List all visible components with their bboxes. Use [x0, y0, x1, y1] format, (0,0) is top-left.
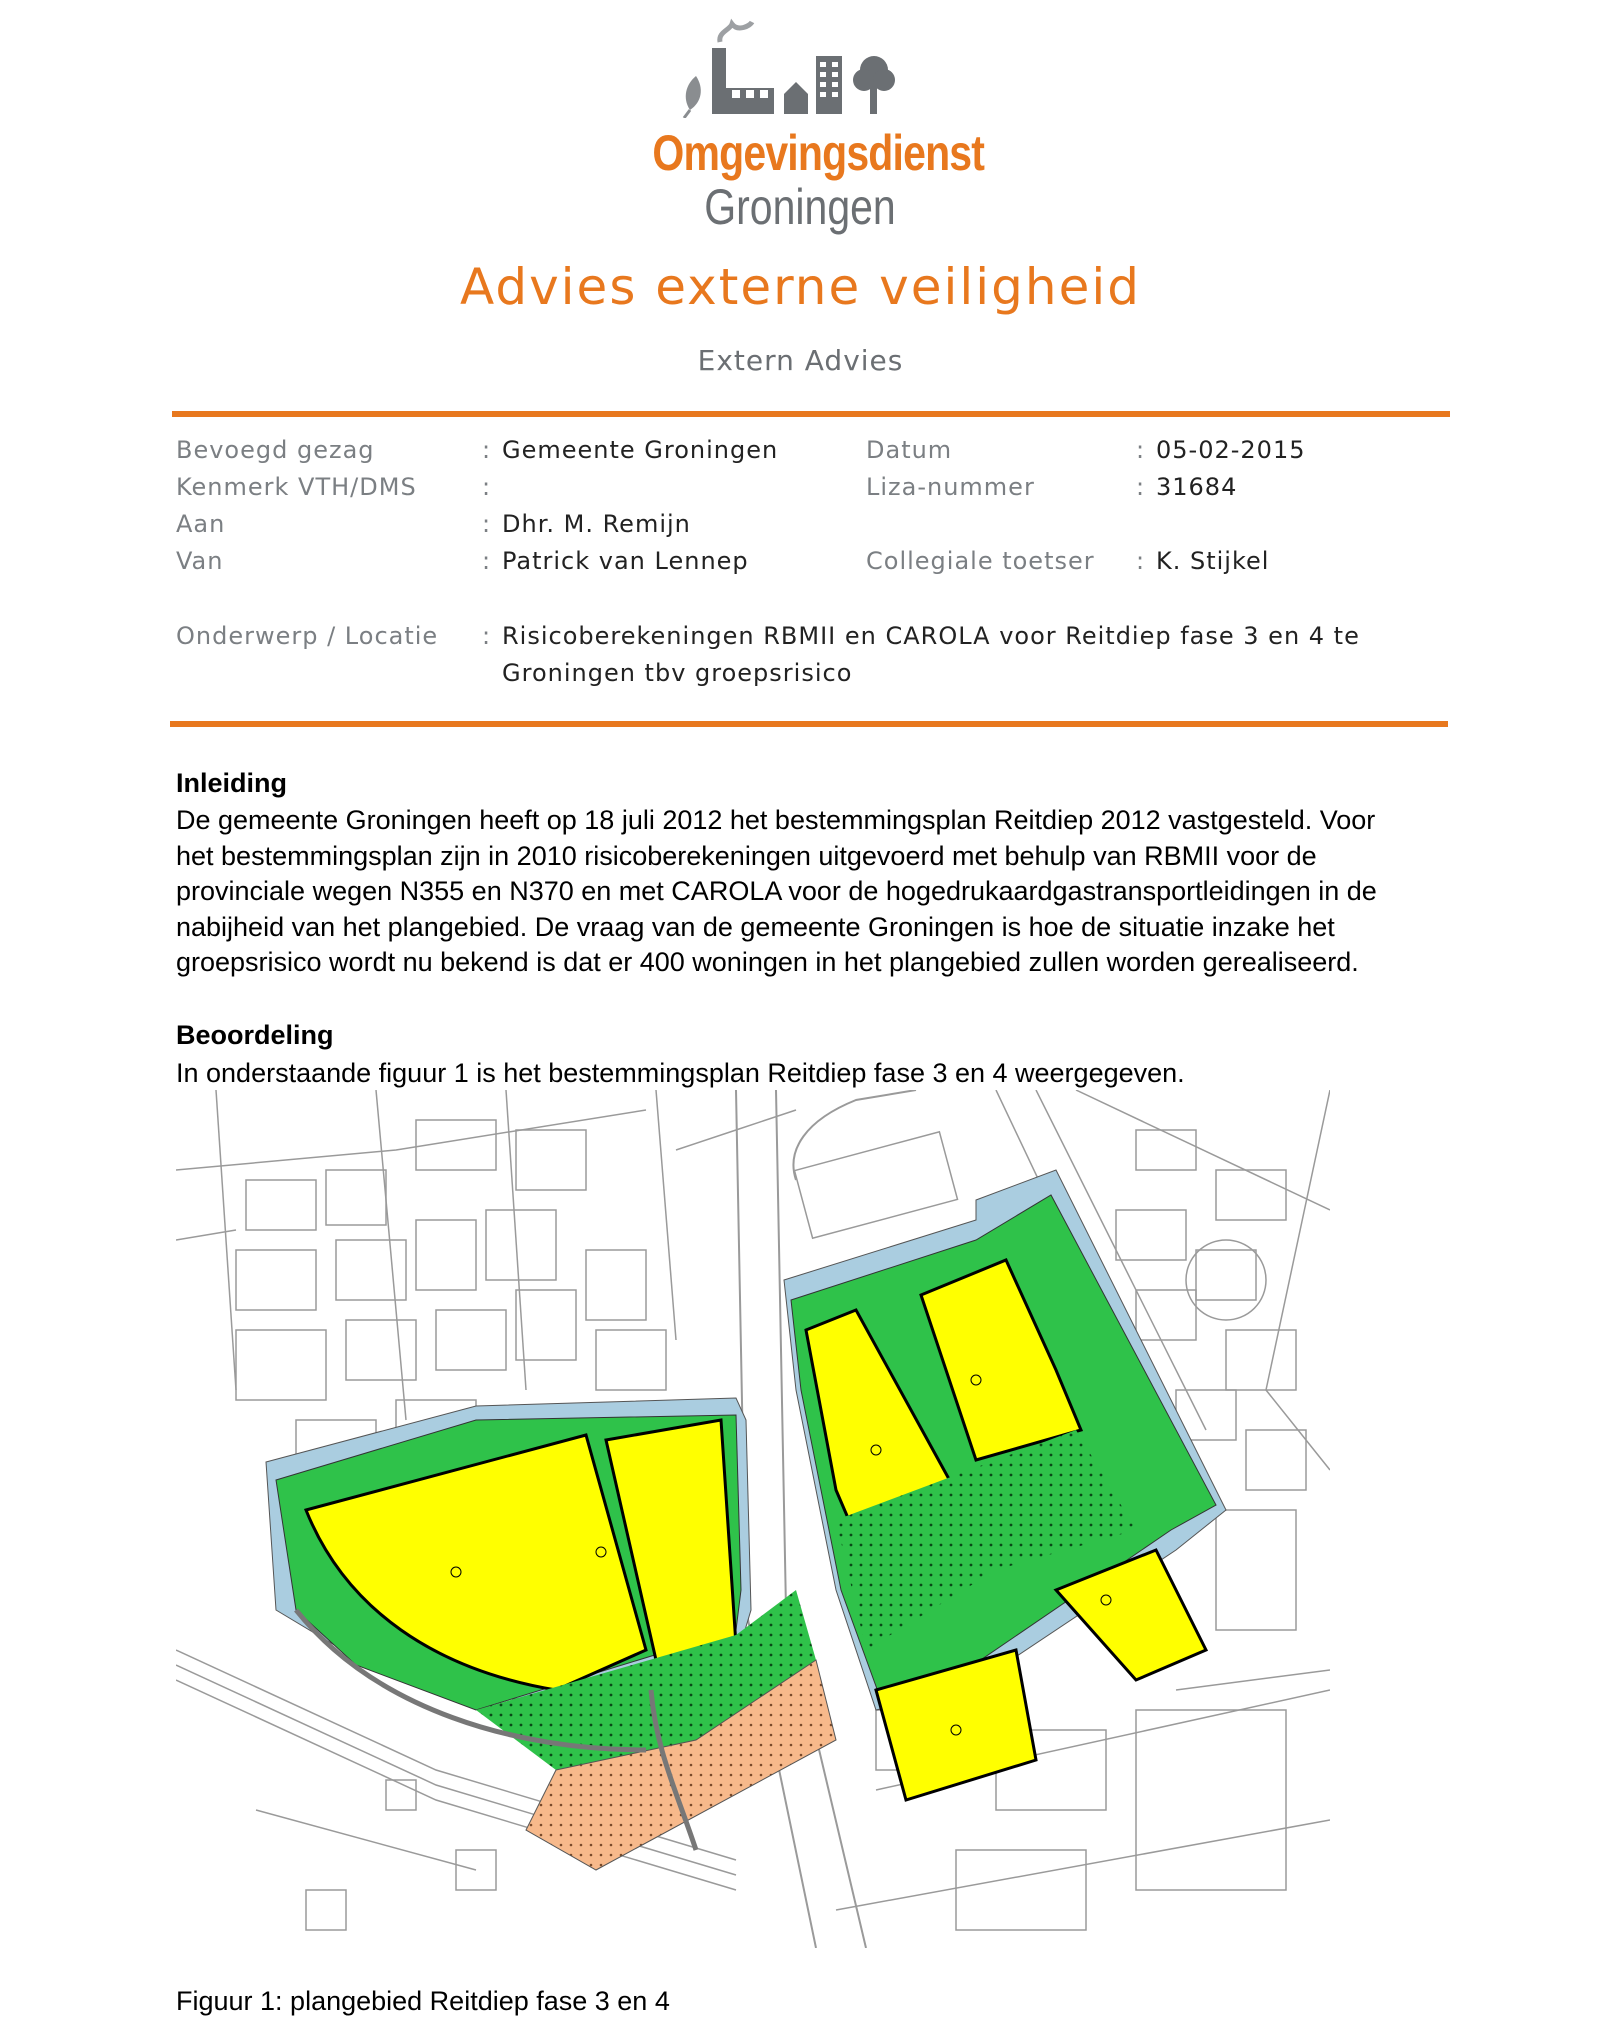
meta-colon: : [482, 473, 492, 501]
meta-label-datum: Datum [866, 436, 953, 464]
meta-value-van: Patrick van Lennep [502, 547, 749, 575]
meta-colon: : [1136, 436, 1146, 464]
beoordeling-paragraph: In onderstaande figuur 1 is het bestemmingsplan Reitdiep fase 3 en 4 weergegeven. [176, 1058, 1185, 1088]
logo-name-line2: Groningen [704, 179, 896, 235]
meta-colon: : [482, 622, 492, 650]
meta-label-bevoegd-gezag: Bevoegd gezag [176, 436, 375, 464]
meta-value-datum: 05-02-2015 [1156, 436, 1306, 464]
meta-value-onderwerp-line2: Groningen tbv groepsrisico [502, 659, 853, 687]
document-title: Advies externe veiligheid [460, 258, 1141, 316]
meta-value-onderwerp-line1: Risicoberekeningen RBMII en CAROLA voor Reitdiep fase 3 en 4 te [502, 622, 1360, 650]
plan-area-east [784, 1170, 1226, 1800]
meta-value-liza: 31684 [1156, 473, 1238, 501]
inleiding-paragraph [176, 803, 1446, 981]
paragraph-line: provinciale wegen N355 en N370 en met CAROLA voor de hogedrukaardgastransportleidingen in de [176, 876, 1377, 906]
meta-label-aan: Aan [176, 510, 226, 538]
meta-colon: : [482, 436, 492, 464]
paragraph-line: nabijheid van het plangebied. De vraag van de gemeente Groningen is hoe de situatie inzake het [176, 911, 1335, 942]
meta-colon: : [1136, 547, 1146, 575]
meta-colon: : [482, 510, 492, 538]
paragraph-line: De gemeente Groningen heeft op 18 juli 2012 het bestemmingsplan Reitdiep 2012 vastgesteld. Voor [176, 805, 1376, 835]
logo [620, 18, 985, 238]
meta-value-toetser: K. Stijkel [1156, 547, 1270, 575]
meta-value-bevoegd-gezag: Gemeente Groningen [502, 436, 779, 464]
document-subtitle: Extern Advies [697, 344, 904, 377]
paragraph-line: groepsrisico wordt nu bekend is dat er 400 woningen in het plangebied zullen worden gerealiseerd. [176, 947, 1359, 977]
meta-label-onderwerp: Onderwerp / Locatie [176, 622, 439, 650]
plan-area-west [266, 1398, 836, 1870]
section-heading-inleiding: Inleiding [176, 768, 287, 798]
meta-label-liza: Liza-nummer [866, 473, 1035, 501]
meta-label-kenmerk: Kenmerk VTH/DMS [176, 473, 417, 501]
logo-skyline-icon [660, 18, 940, 118]
meta-label-toetser: Collegiale toetser [866, 547, 1095, 575]
figure-caption: Figuur 1: plangebied Reitdiep fase 3 en 4 [176, 1986, 670, 2016]
meta-label-van: Van [176, 547, 224, 575]
logo-name-line1: Omgevingsdienst [652, 125, 985, 181]
meta-value-aan: Dhr. M. Remijn [502, 510, 691, 538]
top-divider [172, 411, 1450, 417]
meta-colon: : [482, 547, 492, 575]
plan-map-figure [176, 1090, 1330, 1948]
section-heading-beoordeling: Beoordeling [176, 1020, 334, 1050]
paragraph-line: het bestemmingsplan zijn in 2010 risicoberekeningen uitgevoerd met behulp van RBMII voor de [176, 840, 1317, 871]
bottom-divider [170, 721, 1448, 727]
meta-colon: : [1136, 473, 1146, 501]
